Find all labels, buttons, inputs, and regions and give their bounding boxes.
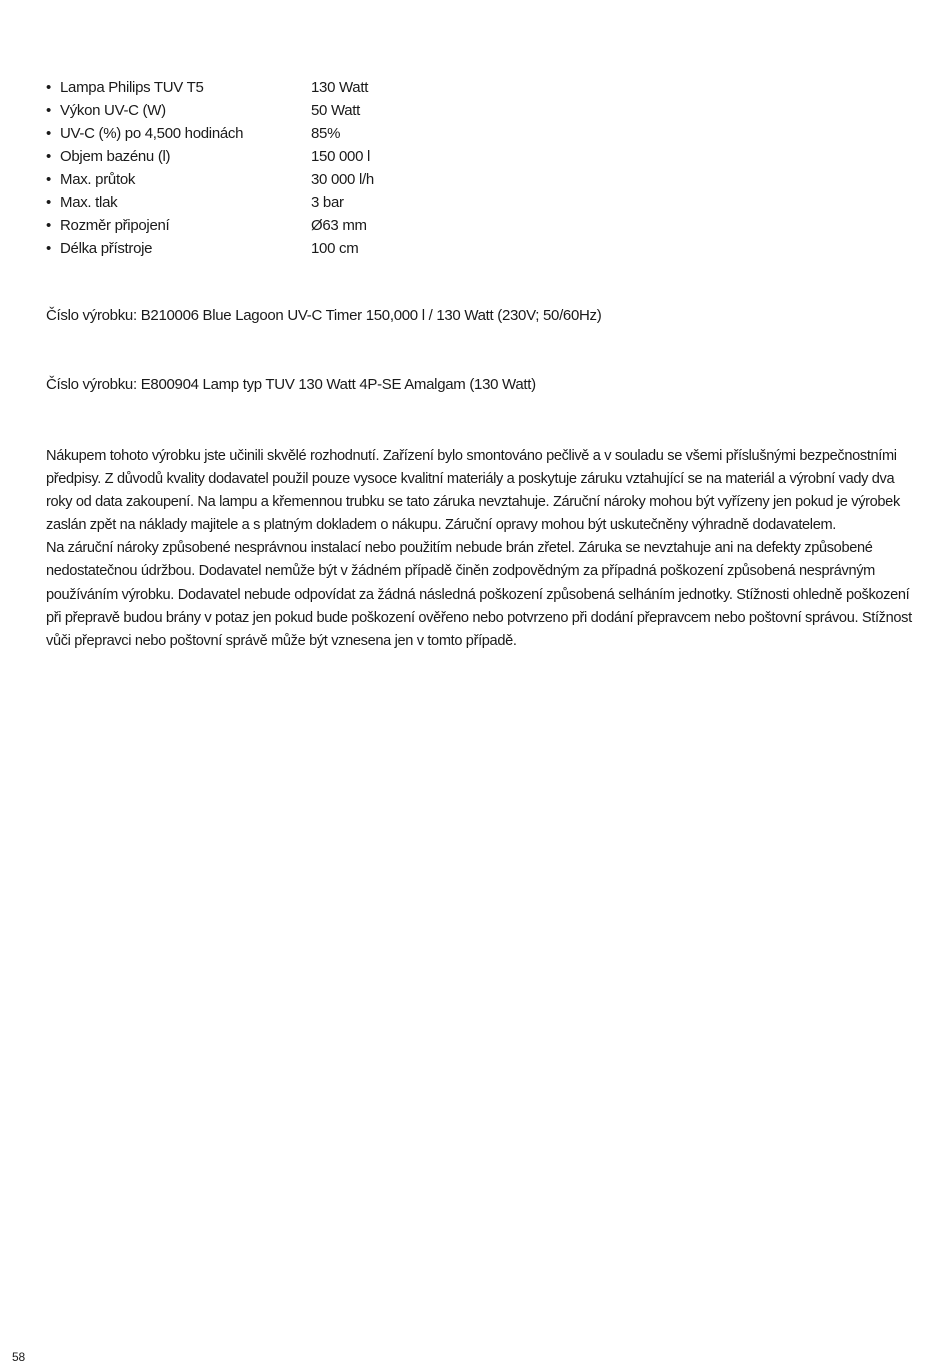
- spec-value: 50 Watt: [311, 102, 361, 119]
- spec-value: 30 000 l/h: [311, 171, 374, 188]
- bullet: •: [46, 125, 51, 142]
- bullet: •: [46, 102, 51, 119]
- spec-label: Rozměr připojení: [60, 217, 170, 234]
- spec-value: 150 000 l: [311, 148, 371, 165]
- spec-label: Objem bazénu (l): [60, 148, 171, 165]
- bullet: •: [46, 217, 51, 234]
- product-number-lamp: Číslo výrobku: E800904 Lamp typ TUV 130 Watt 4P-SE Amalgam (130 Watt): [46, 376, 536, 393]
- spec-label: UV-C (%) po 4,500 hodinách: [60, 125, 244, 142]
- spec-row-device-length: [46, 237, 374, 260]
- spec-row-connection-size: [46, 214, 374, 237]
- spec-label: Max. tlak: [60, 194, 118, 211]
- warranty-text: [46, 445, 916, 653]
- product-number-timer: Číslo výrobku: B210006 Blue Lagoon UV-C Timer 150,000 l / 130 Watt (230V; 50/60Hz): [46, 307, 602, 324]
- bullet: •: [46, 171, 51, 188]
- bullet: •: [46, 240, 51, 257]
- spec-label: Délka přístroje: [60, 240, 153, 257]
- spec-value: Ø63 mm: [311, 217, 367, 234]
- spec-value: 130 Watt: [311, 79, 369, 96]
- spec-label: Výkon UV-C (W): [60, 102, 166, 119]
- page-number: 58: [12, 1350, 25, 1364]
- spec-list: [46, 76, 374, 260]
- bullet: •: [46, 79, 51, 96]
- spec-value: 3 bar: [311, 194, 344, 211]
- spec-row-uvc-percent: [46, 122, 374, 145]
- warranty-paragraph: Na záruční nároky způsobené nesprávnou instalací nebo použitím nebude brán zřetel. Záruka se nevztahuje ani na defekty způsobené nedostatečnou údržbou. Dodavatel nemůže být v žádném případě činěn zodpovědným za případná poškození způsobená nesprávným používáním výrobku. Dodavatel nebude odpovídat za žádná následná poškození způsobená selháním jednotky. Stížnosti ohledně poškození při přepravě budou brány v potaz jen pokud bude poškození ověřeno nebo potvrzeno při dodání přepravcem nebo poštovní správou. Stížnost vůči přepravci nebo poštovní správě může být vznesena jen v tomto případě.: [46, 540, 912, 649]
- bullet: •: [46, 148, 51, 165]
- spec-row-lamp: [46, 76, 374, 99]
- spec-row-max-pressure: [46, 191, 374, 214]
- spec-value: 85%: [311, 125, 341, 142]
- bullet: •: [46, 194, 51, 211]
- spec-label: Lampa Philips TUV T5: [60, 79, 204, 96]
- spec-value: 100 cm: [311, 240, 359, 257]
- warranty-paragraph: Nákupem tohoto výrobku jste učinili skvělé rozhodnutí. Zařízení bylo smontováno pečlivě a v souladu se všemi příslušnými bezpečnostními předpisy. Z důvodů kvality dodavatel použil pouze vysoce kvalitní materiály a poskytuje záruku vztahující se na materiál a výrobní vady dva roky od data zakoupení. Na lampu a křemennou trubku se tato záruka nevztahuje. Záruční nároky mohou být vyřízeny jen pokud je výrobek zaslán zpět na náklady majitele a s platným dokladem o nákupu. Záruční opravy mohou být uskutečněny výhradně dodavatelem.: [46, 448, 900, 534]
- spec-row-uvc-power: [46, 99, 374, 122]
- spec-label: Max. průtok: [60, 171, 136, 188]
- spec-row-pool-volume: [46, 145, 374, 168]
- spec-row-max-flow: [46, 168, 374, 191]
